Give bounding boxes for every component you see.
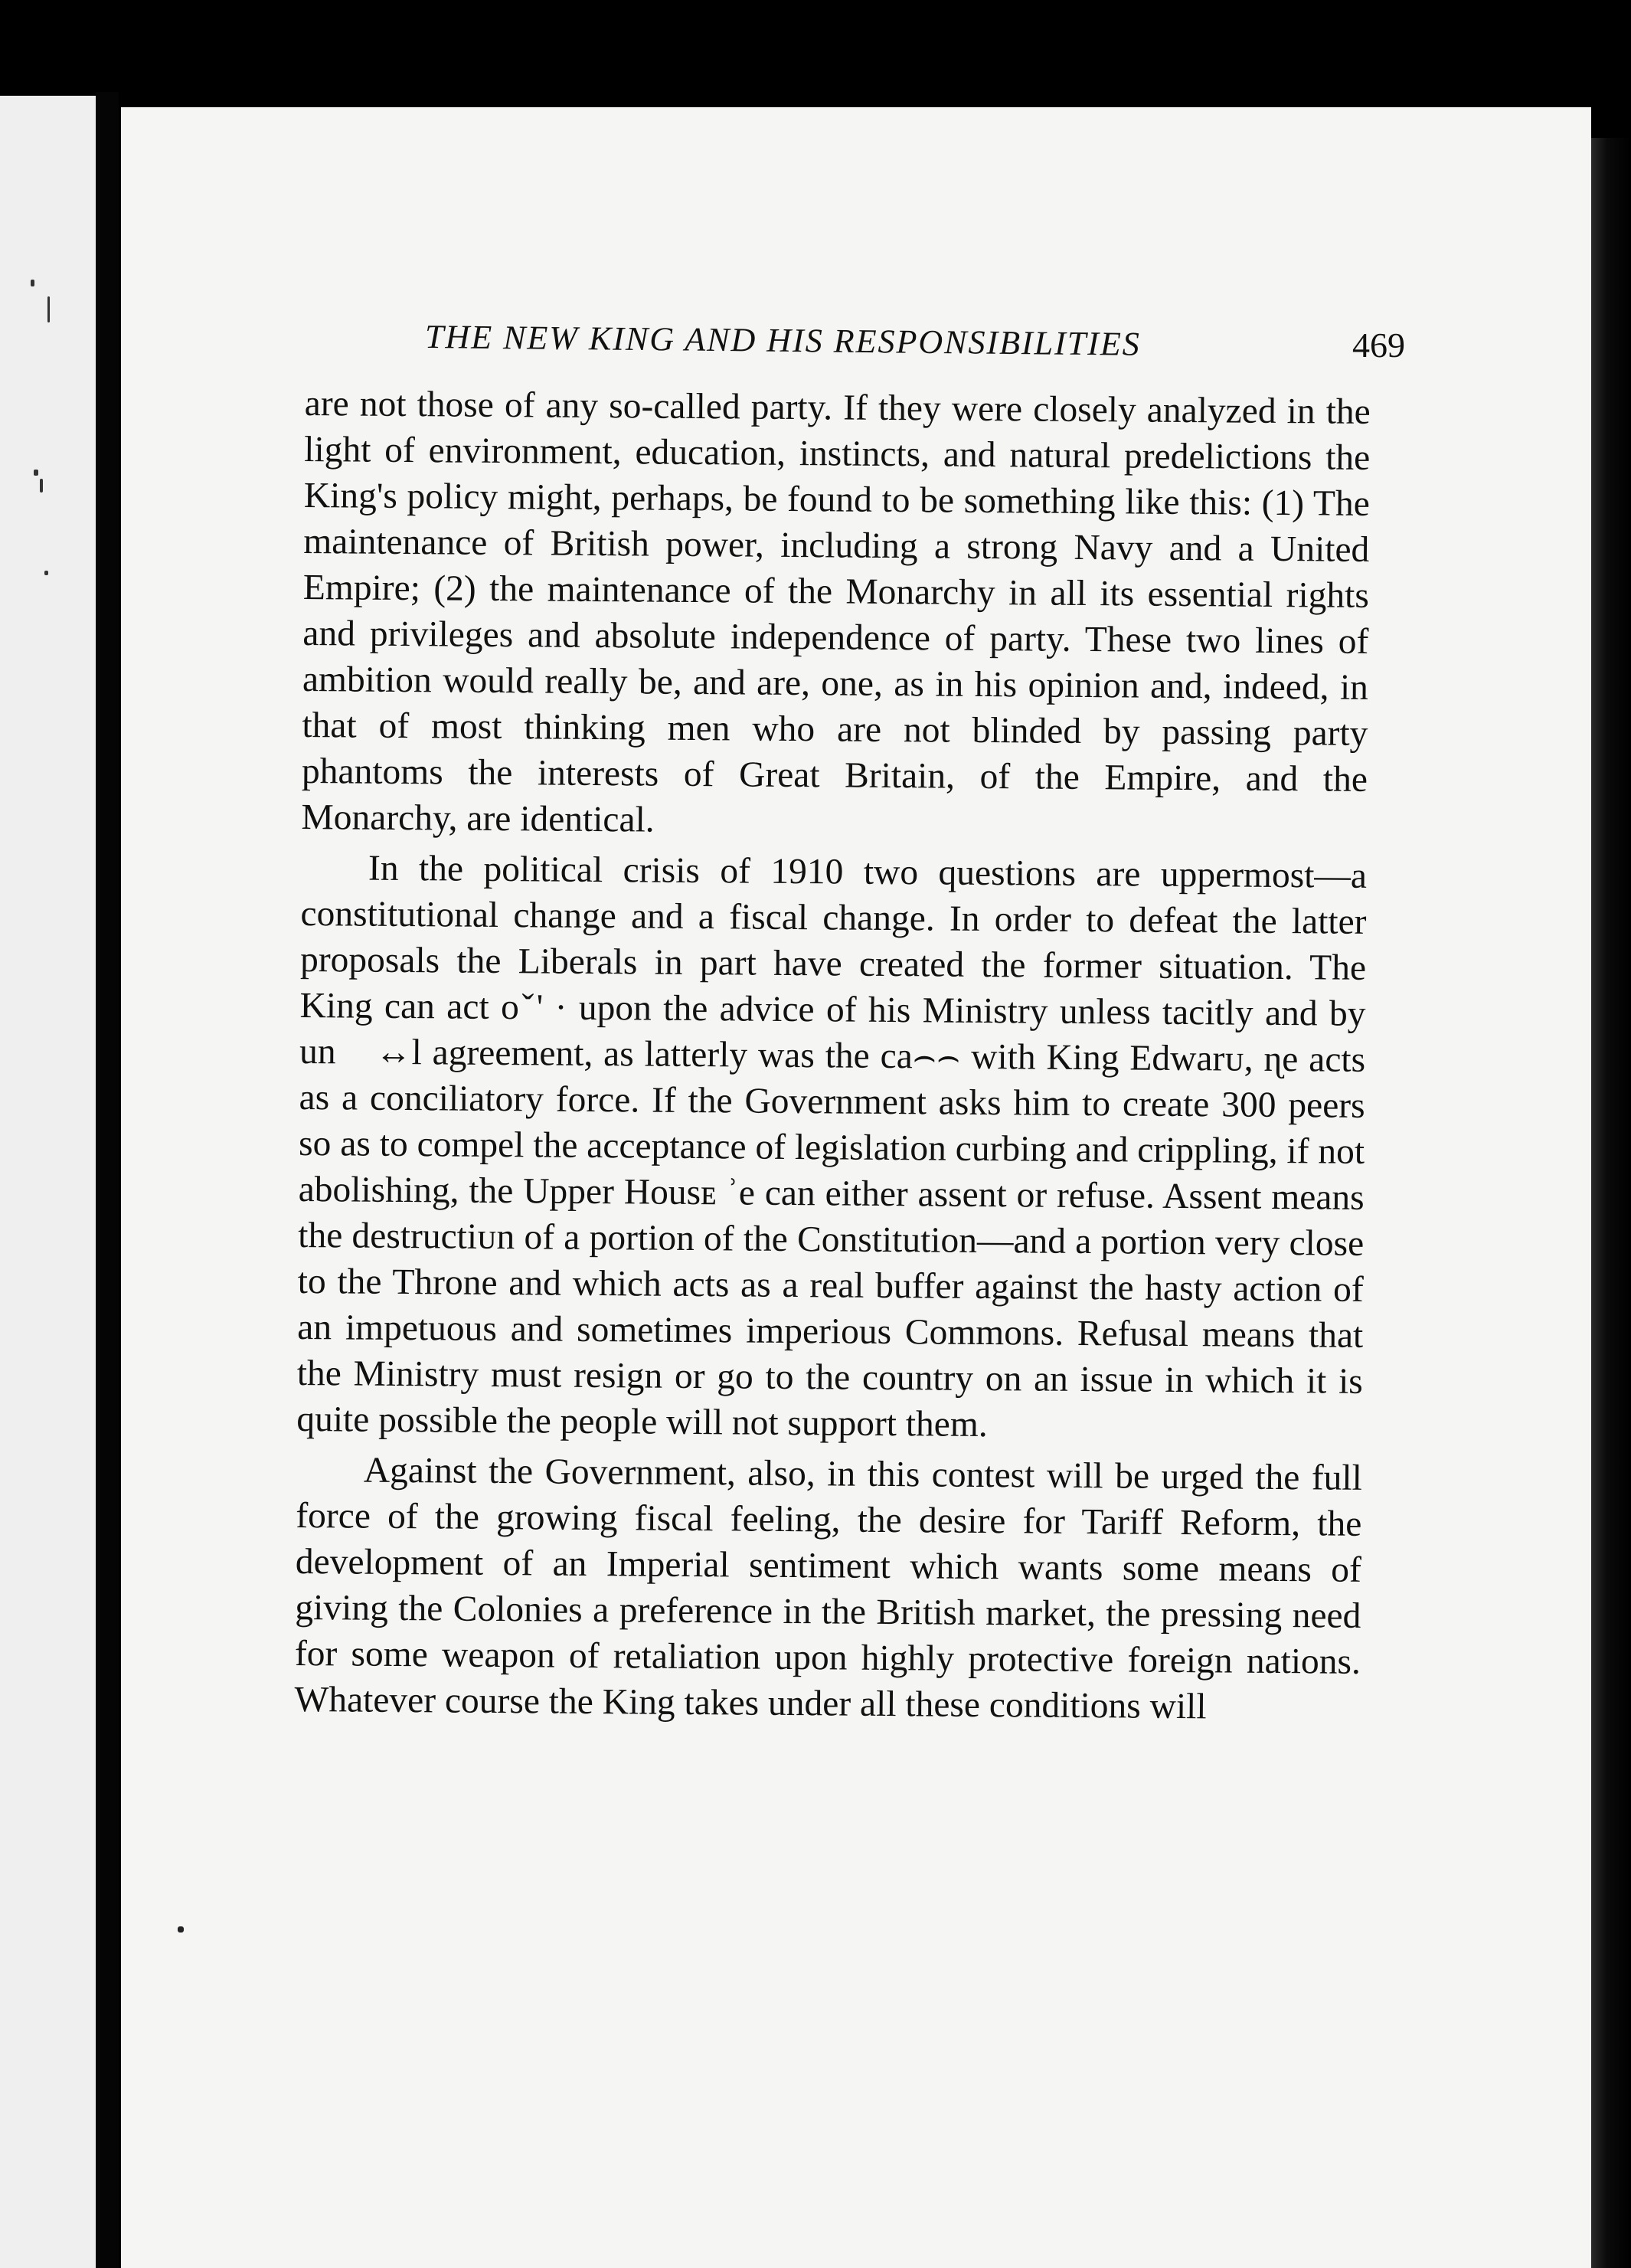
gutter-shadow	[96, 92, 119, 2268]
paragraph-1: are not those of any so-called party. If they were closely analyzed in the light of environment, education, instincts, and natural predelictions the King's policy might, perhaps, be found to be something like this: (1) The maintenance of British power, including a strong Navy and a United Empire; (2) the maintenance of the Monarchy in all its essential rights and privileges and absolute independence of party. These two lines of ambition would really be, and are, one, as in his opinion and, indeed, in that of most thinking men who are not blinded by passing party phantoms the interests of Great Britain, of the Empire, and the Monarchy, are identical.	[301, 383, 1371, 840]
scan-speck	[34, 470, 38, 476]
scan-speck	[40, 479, 43, 493]
scan-speck	[47, 296, 50, 322]
scan-speck	[44, 571, 48, 575]
page-edge-shadow	[1591, 138, 1631, 2268]
running-head: THE NEW KING AND HIS RESPONSIBILITIES	[424, 318, 1142, 363]
body-text	[294, 381, 1371, 1731]
paragraph-3: Against the Government, also, in this contest will be urged the full force of the growing fiscal feeling, the desire for Tariff Reform, the development of an Imperial sentiment which wants some means of giving the Colonies a preference in the British market, the pressing need for some weapon of retaliation upon highly protective foreign nations. Whatever course the King takes under all these conditions will	[294, 1450, 1362, 1727]
scan-speck	[31, 280, 34, 286]
scan-speck	[178, 1926, 184, 1933]
paragraph-2: In the political crisis of 1910 two questions are uppermost—a constitutional change and a fiscal change. In order to defeat the latter proposals the Liberals in part have created the former situation. The King can act oˇ' · upon the advice of his Ministry unless tacitly and by un ↔l agreement, as latterly was the ca⌢⌢ with King Edwarᴜ, ɳe acts as a conciliatory force. If the Government asks him to create 300 peers so as to compel the acceptance of legislation curbing and crippling, if not abolishing, the Upper Housᴇ ʾe can either assent or refuse. Assent means the destructiᴜn of a portion of the Constitution—and a portion very close to the Throne and which acts as a real buffer against the hasty action of an impetuous and sometimes imperious Commons. Refusal means that the Ministry must resign or go to the country on an issue in which it is quite possible the people will not support them.	[296, 848, 1368, 1445]
page-number: 469	[1352, 326, 1405, 365]
previous-page-edge	[0, 96, 96, 2268]
page-header	[310, 300, 1405, 369]
